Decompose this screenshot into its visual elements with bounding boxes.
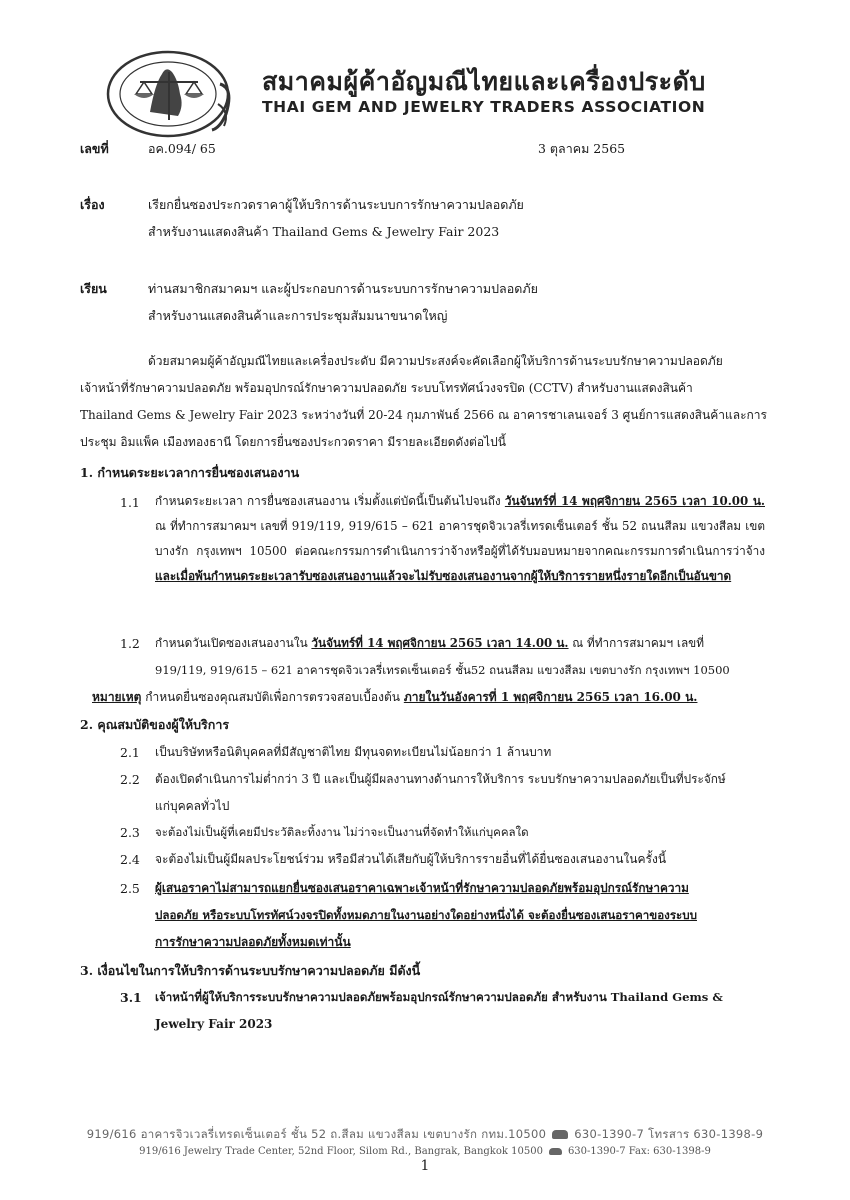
note-line: หมายเหตุ กำหนดยื่นซองคุณสมบัติเพื่อการตรวจสอบเบื้องต้น ภายในวันอังคารที่ 1 พฤศจิกายน 2565 เวลา 16.00 น. (92, 690, 698, 704)
item-3-1-number: 3.1 (120, 990, 142, 1005)
recipient-line-1: ท่านสมาชิกสมาคมฯ และผู้ประกอบการด้านระบบการรักษาความปลอดภัย (148, 281, 538, 296)
item-2-5-number: 2.5 (120, 881, 140, 896)
intro-line-2: เจ้าหน้าที่รักษาความปลอดภัย พร้อมอุปกรณ์รักษาความปลอดภัย ระบบโทรทัศน์วงจรปิด (CCTV) สำหรับงานแสดงสินค้า (80, 381, 693, 395)
org-name-thai: สมาคมผู้ค้าอัญมณีไทยและเครื่องประดับ (262, 67, 706, 96)
item-1-1-text: กำหนดระยะเวลา การยื่นซองเสนองาน เริ่มตั้งแต่บัดนี้เป็นต้นไปจนถึง วันจันทร์ที่ 14 พฤศจิกายน 2565 เวลา 10.00 น. ณ ที่ทำการสมาคมฯ เลขที่ 919/119, 919/615 – 621 อาคารชุดจิวเวลรี่เทรดเซ็นเตอร์ ชั้น 52 ถนนสีลม แขวงสีลม เขตบางรัก กรุงเทพฯ 10500 ต่อคณะกรรมการดำเนินการว่าจ้างหรือผู้ที่ได้รับมอบหมายจากคณะกรรมการดำเนินการว่าจ้าง และเมื่อพ้นกำหนดระยะเวลารับซองเสนองานแล้วจะไม่รับซองเสนองานจากผู้ให้บริการรายหนึ่งรายใดอีกเป็นอันขาด (155, 494, 765, 583)
intro-line-3: Thailand Gems & Jewelry Fair 2023 ระหว่างวันที่ 20-24 กุมภาพันธ์ 2566 ณ อาคารชาเลนเจอร์ 3 ศูนย์การแสดงสินค้าและการ (80, 408, 767, 422)
item-2-5-text: ผู้เสนอราคาไม่สามารถแยกยื่นซองเสนอราคาเฉพาะเจ้าหน้าที่รักษาความปลอดภัยพร้อมอุปกรณ์รักษาความ (155, 881, 689, 895)
item-2-5-text-cont-2: การรักษาความปลอดภัยทั้งหมดเท่านั้น (155, 935, 351, 949)
item-2-2-text-cont: แก่บุคคลทั่วไป (155, 799, 230, 813)
item-2-2-text: ต้องเปิดดำเนินการไม่ต่ำกว่า 3 ปี และเป็นผู้มีผลงานทางด้านการให้บริการ ระบบรักษาความปลอดภัยเป็นที่ประจักษ์ (155, 772, 726, 786)
item-3-1-line-1: เจ้าหน้าที่ผู้ให้บริการระบบรักษาความปลอดภัยพร้อมอุปกรณ์รักษาความปลอดภัย สำหรับงาน Thailand Gems & (155, 990, 723, 1004)
subject-line-2: สำหรับงานแสดงสินค้า Thailand Gems & Jewelry Fair 2023 (148, 224, 500, 239)
item-1-2-number: 1.2 (120, 636, 140, 651)
item-2-4-text: จะต้องไม่เป็นผู้มีผลประโยชน์ร่วม หรือมีส่วนได้เสียกับผู้ให้บริการรายอื่นที่ได้ยื่นซองเสนองานในครั้งนี้ (155, 852, 667, 866)
section-2-title: 2. คุณสมบัติของผู้ให้บริการ (80, 717, 230, 732)
subject-line-1: เรียกยื่นซองประกวดราคาผู้ให้บริการด้านระบบการรักษาความปลอดภัย (148, 197, 524, 212)
ref-label: เลขที่ (80, 141, 109, 156)
intro-line-1: ด้วยสมาคมผู้ค้าอัญมณีไทยและเครื่องประดับ มีความประสงค์จะคัดเลือกผู้ให้บริการด้านระบบรักษาความปลอดภัย (148, 354, 723, 368)
item-2-1-text: เป็นบริษัทหรือนิติบุคคลที่มีสัญชาติไทย มีทุนจดทะเบียนไม่น้อยกว่า 1 ล้านบาท (155, 745, 552, 759)
item-1-2-line-2: 919/119, 919/615 – 621 อาคารชุดจิวเวลรี่เทรดเซ็นเตอร์ ชั้น52 ถนนสีลม แขวงสีลม เขตบางรัก กรุงเทพฯ 10500 (155, 663, 730, 677)
association-seal-logo (100, 44, 240, 144)
subject-label: เรื่อง (80, 197, 105, 212)
intro-line-4: ประชุม อิมแพ็ค เมืองทองธานี โดยการยื่นซองประกวดราคา มีรายละเอียดดังต่อไปนี้ (80, 435, 506, 449)
item-2-3-number: 2.3 (120, 825, 140, 840)
org-name-english: THAI GEM AND JEWELRY TRADERS ASSOCIATION (262, 98, 706, 116)
item-3-1-line-2: Jewelry Fair 2023 (155, 1017, 273, 1031)
footer-address-english: 919/616 Jewelry Trade Center, 52nd Floor, Silom Rd., Bangrak, Bangkok 10500 630-1390-7 Fax: 630-1398-9 (139, 1146, 711, 1157)
item-2-1-number: 2.1 (120, 745, 140, 760)
phone-icon (552, 1130, 568, 1139)
item-2-4-number: 2.4 (120, 852, 140, 867)
item-2-2-number: 2.2 (120, 772, 140, 787)
recipient-label: เรียน (80, 281, 107, 296)
section-1-title: 1. กำหนดระยะเวลาการยื่นซองเสนองาน (80, 465, 300, 480)
section-3-title: 3. เงื่อนไขในการให้บริการด้านระบบรักษาความปลอดภัย มีดังนี้ (80, 963, 421, 978)
recipient-line-2: สำหรับงานแสดงสินค้าและการประชุมสัมมนาขนาดใหญ่ (148, 308, 448, 323)
item-1-2-line-1: กำหนดวันเปิดซองเสนองานใน วันจันทร์ที่ 14 พฤศจิกายน 2565 เวลา 14.00 น. ณ ที่ทำการสมาคมฯ เลขที่ (155, 636, 705, 650)
ref-number: อค.094/ 65 (148, 141, 216, 156)
phone-icon (549, 1148, 562, 1155)
item-2-5-text-cont: ปลอดภัย หรือระบบโทรทัศน์วงจรปิดทั้งหมดภายในงานอย่างใดอย่างหนึ่งได้ จะต้องยื่นซองเสนอราคาของระบบ (155, 908, 697, 922)
page-number: 1 (420, 1158, 430, 1174)
item-2-3-text: จะต้องไม่เป็นผู้ที่เคยมีประวัติละทิ้งงาน ไม่ว่าจะเป็นงานที่จัดทำให้แก่บุคคลใด (155, 825, 529, 839)
letter-date: 3 ตุลาคม 2565 (538, 141, 626, 156)
footer-address-thai: 919/616 อาคารจิวเวลรี่เทรดเซ็นเตอร์ ชั้น 52 ถ.สีลม แขวงสีลม เขตบางรัก กทม.10500 630-1390-7 โทรสาร 630-1398-9 (86, 1127, 764, 1141)
item-1-1-number: 1.1 (120, 495, 140, 510)
